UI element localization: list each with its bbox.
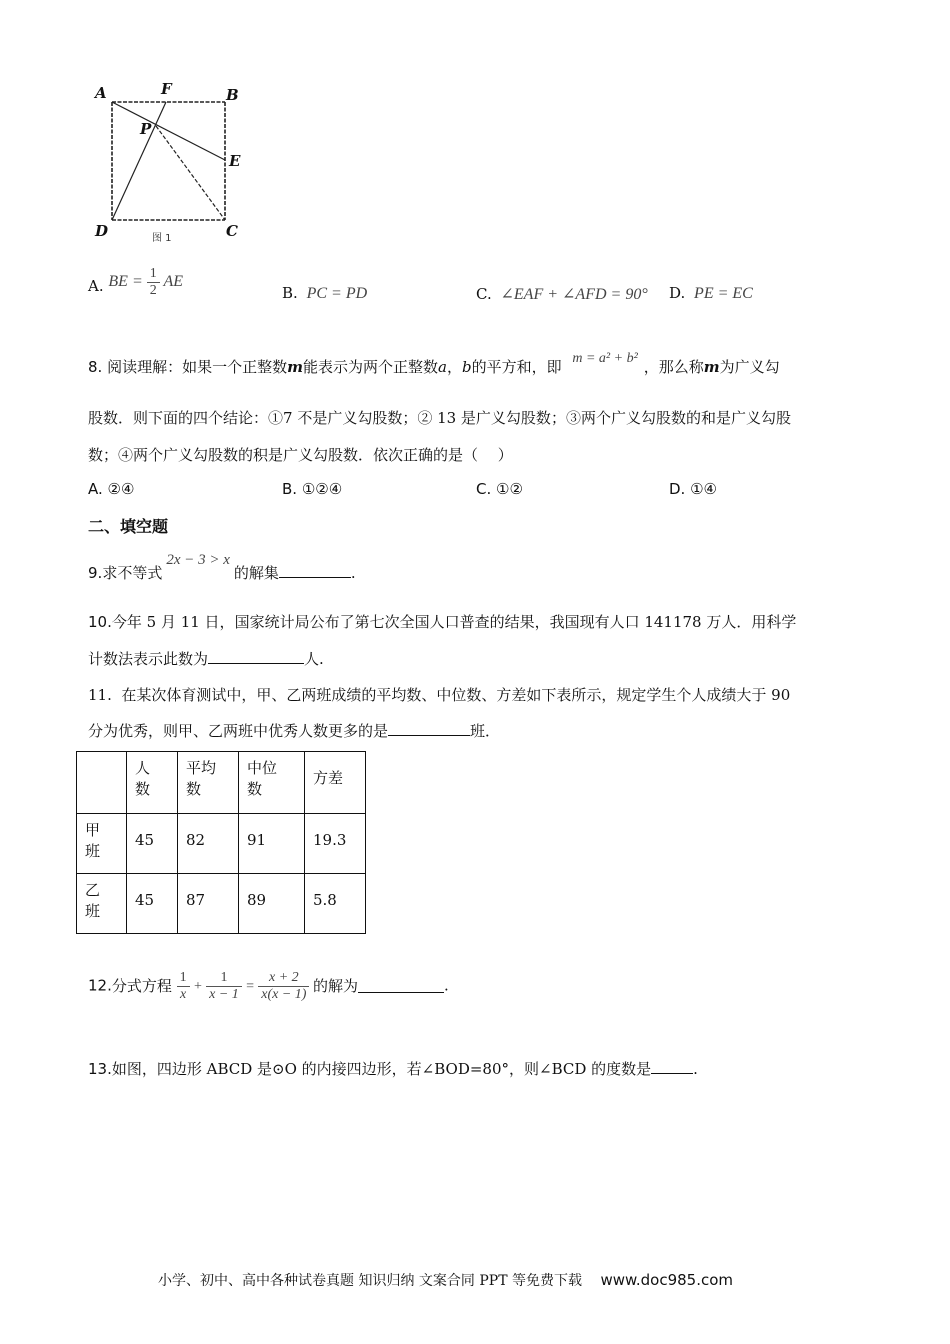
table-cell: 中位数 [239,752,305,814]
table-cell: 方差 [305,752,366,814]
question-number: 9. [88,564,103,582]
table-cell [77,752,127,814]
q7-option-b[interactable] [282,284,367,303]
table-row [77,874,366,934]
math-expression: BE = $\frac{1}{2}$ AE [108,266,183,298]
q7-option-c[interactable] [476,284,648,304]
label-b: B [226,86,239,104]
label-p: P [140,120,152,138]
answer-blank[interactable] [388,721,470,736]
table-cell: 乙班 [77,874,127,934]
square-figure [88,78,258,248]
answer-blank[interactable] [208,649,304,664]
label-e: E [229,152,241,170]
math-formula: 2x − 3 > x [166,552,230,568]
table-cell: 19.3 [305,814,366,874]
answer-blank[interactable] [358,978,444,993]
option-letter: D. [669,284,686,302]
label-f: F [161,80,172,98]
table-cell: 45 [127,814,178,874]
option-letter: B. [282,284,298,302]
math-equation: $\frac{1}{x}$ + $\frac{1}{x - 1}$ = $\frac{x + 2}{x(x - 1)}$ [177,979,313,994]
q7-option-a[interactable] [88,266,183,299]
stats-table [76,751,366,934]
table-cell: 甲班 [77,814,127,874]
math-expression: PC = PD [306,285,368,302]
label-d: D [95,222,109,240]
q9: 9.求不等式2x − 3 > x的解集 . [88,552,356,582]
table-header-row [77,752,366,814]
footer-text: 小学、初中、高中各种试卷真题 知识归纳 文案合同 PPT 等免费下载 [158,1273,582,1289]
table-row [77,814,366,874]
math-expression: ∠EAF + ∠AFD = 90° [500,286,648,303]
label-c: C [226,222,238,240]
option-letter: A. [88,277,104,295]
table-cell: 89 [239,874,305,934]
q12: 12.分式方程 $\frac{1}{x}$ + $\frac{1}{x - 1}$ = $\frac{x + 2}{x(x - 1)}$ 的解为 . [88,970,449,1002]
q8-option-a[interactable]: A. ②④ [88,480,135,498]
label-a: A [95,84,107,102]
question-number: 11. [88,686,112,704]
q10-line1: 10.今年 5 月 11 日，国家统计局公布了第七次全国人口普查的结果，我国现有人口 141178 万人．用科学 [88,613,797,631]
q8-option-b[interactable]: B. ①②④ [282,480,343,498]
table-cell: 91 [239,814,305,874]
table-cell: 82 [178,814,239,874]
section-title: 二、填空题 [88,517,169,536]
q13: 13.如图，四边形 ABCD 是⊙O 的内接四边形，若∠BOD=80°，则∠BCD 的度数是 . [88,1060,698,1078]
question-number: 12. [88,976,112,995]
figure-caption: 图 1 [152,233,172,244]
q8-line3: 数；④两个广义勾股数的积是广义勾股数．依次正确的是（ ） [88,446,513,464]
q8-line2: 股数．则下面的四个结论：①7 不是广义勾股数；② 13 是广义勾股数；③两个广义勾股数的和是广义勾股 [88,409,791,427]
q10-line2: 计数法表示此数为 人. [88,650,324,668]
answer-blank[interactable] [279,563,351,578]
table-cell: 人数 [127,752,178,814]
q8-option-c[interactable]: C. ①② [476,480,523,498]
math-expression: PE = EC [694,285,753,302]
table-cell: 平均数 [178,752,239,814]
option-letter: C. [476,285,492,303]
question-number: 8. [88,358,103,376]
question-number: 10. [88,613,112,631]
table-cell: 87 [178,874,239,934]
q11-line1: 11. 在某次体育测试中，甲、乙两班成绩的平均数、中位数、方差如下表所示，规定学生个人成绩大于 90 [88,686,791,704]
q11-line2: 分为优秀，则甲、乙两班中优秀人数更多的是 班． [88,722,501,740]
table-cell: 5.8 [305,874,366,934]
table-cell: 45 [127,874,178,934]
answer-blank[interactable] [651,1059,693,1074]
q7-option-d[interactable] [669,284,753,303]
q8-line1: 8. 阅读理解：如果一个正整数m能表示为两个正整数a，b的平方和，即 m = a² + b² ，那么称m为广义勾 [88,351,780,376]
q8-option-d[interactable]: D. ①④ [669,480,718,498]
math-formula: m = a² + b² [572,351,638,366]
question-number: 13. [88,1060,112,1078]
footer [158,1270,733,1290]
footer-link[interactable]: www.doc985.com [600,1271,734,1289]
